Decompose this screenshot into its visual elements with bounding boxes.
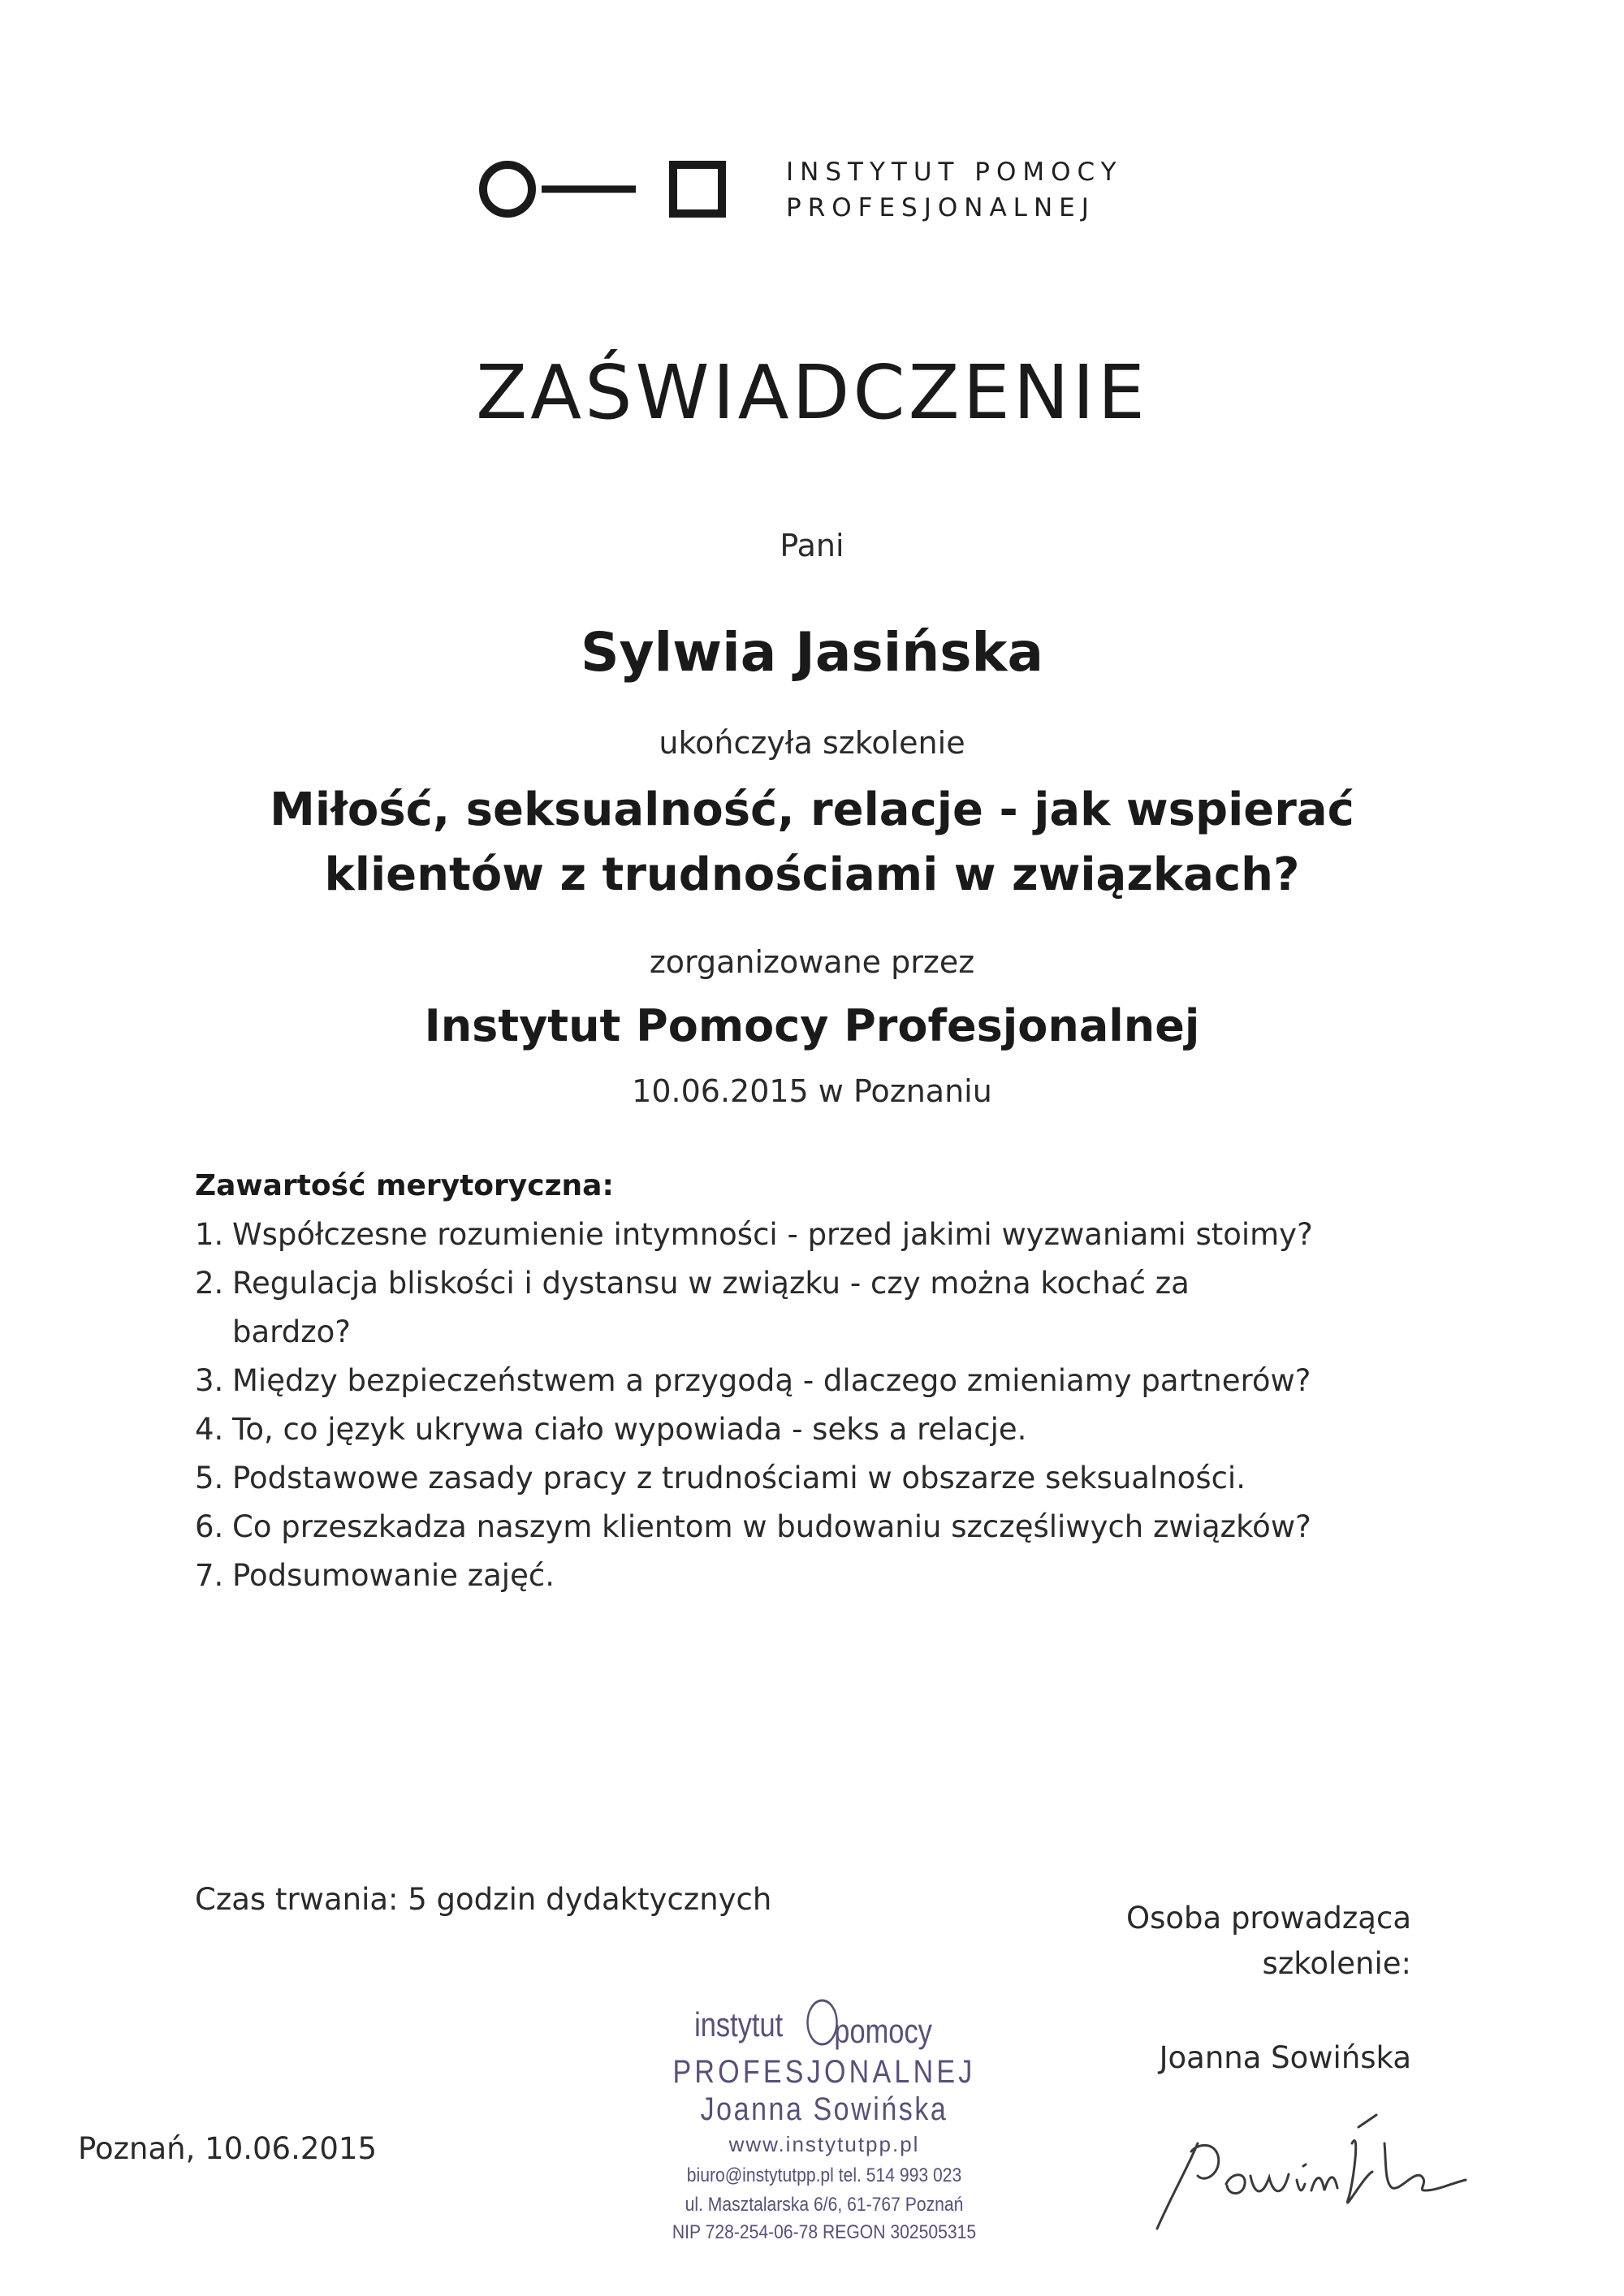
list-item-text: To, co język ukrywa ciało wypowiada - seks a relacje. [232, 1412, 1027, 1447]
content-list [195, 1211, 1462, 1600]
list-item-number: 4. [195, 1412, 224, 1447]
list-item-number: 7. [195, 1558, 224, 1593]
completed-text: ukończyła szkolenie [659, 725, 965, 761]
institute-stamp [633, 1981, 1015, 2241]
stamp-word-2: pomocy [834, 2012, 932, 2050]
list-item-text: Między bezpieczeństwem a przygodą - dlaczego zmieniamy partnerów? [232, 1363, 1311, 1398]
trainer-label [1005, 1896, 1411, 1987]
list-item-text: Współczesne rozumienie intymności - przed jakimi wyzwaniami stoimy? [232, 1217, 1313, 1252]
list-item-number: 2. [195, 1266, 224, 1301]
list-item [195, 1259, 1462, 1357]
salutation: Pani [780, 528, 844, 563]
trainer-label-line-1: Osoba prowadząca [1125, 1901, 1411, 1936]
stamp-website: www.instytutpp.pl [728, 2132, 920, 2156]
list-item [195, 1552, 1462, 1600]
institute-logo-text [786, 154, 1123, 226]
stamp-address: ul. Masztalarska 6/6, 61-767 Poznań [685, 2194, 964, 2216]
trainer-label-line-2: szkolenie: [1262, 1946, 1411, 1981]
list-item-number: 3. [195, 1363, 224, 1398]
stamp-line-3: Joanna Sowińska [700, 2091, 948, 2127]
institute-logo-icon [475, 154, 735, 224]
list-item [195, 1211, 1462, 1259]
stamp-header [667, 1997, 980, 2054]
document-title: ZAŚWIADCZENIE [476, 349, 1148, 436]
duration-text: Czas trwania: 5 godzin dydaktycznych [195, 1882, 772, 1917]
trainer-name: Joanna Sowińska [1159, 2040, 1411, 2075]
stamp-registry: NIP 728-254-06-78 REGON 302505315 [672, 2221, 977, 2243]
list-item [195, 1503, 1462, 1552]
list-item-number: 5. [195, 1461, 224, 1495]
content-heading: Zawartość merytoryczna: [195, 1169, 614, 1202]
list-item-text: Podsumowanie zajęć. [232, 1558, 555, 1593]
organizer-name: Instytut Pomocy Profesjonalnej [424, 1000, 1200, 1051]
logo-line-1: INSTYTUT POMOCY [786, 158, 1123, 187]
handwritten-signature-icon [1141, 2095, 1482, 2241]
list-item-text: Regulacja bliskości i dystansu w związku - czy można kochać za bardzo? [232, 1266, 1190, 1349]
date-place: 10.06.2015 w Poznaniu [632, 1073, 992, 1109]
list-item-number: 6. [195, 1509, 224, 1544]
place-date: Poznań, 10.06.2015 [78, 2131, 377, 2166]
list-item-text: Podstawowe zasady pracy z trudnościami w obszarze seksualności. [232, 1461, 1246, 1495]
recipient-name: Sylwia Jasińska [581, 621, 1043, 684]
list-item [195, 1357, 1462, 1405]
course-title-line-1: Miłość, seksualność, relacje - jak wspierać [270, 783, 1354, 836]
list-item-text: Co przeszkadza naszym klientom w budowaniu szczęśliwych związków? [232, 1509, 1311, 1544]
stamp-line-2: PROFESJONALNEJ [672, 2054, 976, 2090]
stamp-word-1: instytut [694, 2005, 784, 2044]
list-item-number: 1. [195, 1217, 224, 1252]
course-title-line-2: klientów z trudnościami w związkach? [324, 848, 1300, 901]
course-content [195, 1169, 1462, 1600]
organized-text: zorganizowane przez [649, 944, 975, 980]
logo-line-2: PROFESJONALNEJ [786, 193, 1095, 222]
stamp-contact: biuro@instytutpp.pl tel. 514 993 023 [686, 2164, 962, 2186]
list-item [195, 1454, 1462, 1503]
list-item [195, 1405, 1462, 1454]
